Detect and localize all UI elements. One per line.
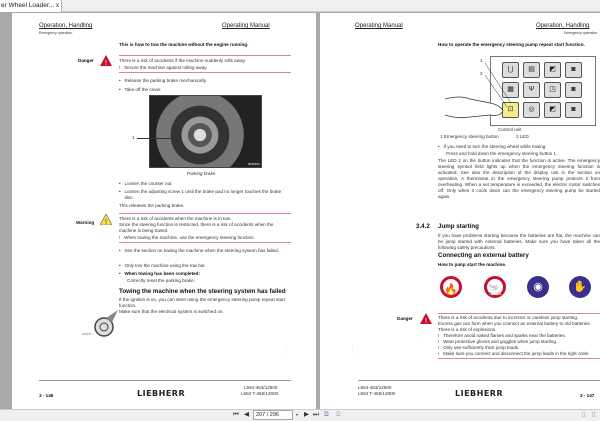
bullet-text: Take off the cover. [124, 87, 162, 92]
model-2: L584 T-465/12800 [241, 391, 279, 396]
bullet-text: Loosen the adjusting screw 1 until the brake pad no longer touches the brake disc. [124, 189, 282, 200]
page-number: 3 - 147 [580, 393, 595, 398]
bullet-text: If you need to turn the steering wheel while towing: [443, 144, 547, 149]
danger-detail: Excess gas can form when you connect an external battery to old batteries. There is a risk of explosions. [438, 321, 591, 332]
page-number: 3 - 146 [39, 393, 54, 398]
control-button: ◩ [544, 102, 561, 118]
releases-text: This releases the parking brake. [119, 203, 185, 208]
control-button: ⋃ [502, 62, 519, 78]
svg-text:!: ! [105, 219, 107, 225]
divider [438, 313, 600, 314]
parking-brake-photo [149, 95, 262, 168]
bullet: • Loosen the counter nut. [119, 181, 173, 186]
bullet-text: Loosen the counter nut. [124, 181, 173, 186]
document-tab[interactable] [0, 0, 62, 12]
footer-rule [39, 380, 291, 381]
bullet-text: See the section on towing the machine when the steering system has failed. [124, 248, 279, 253]
warning-action-text: When towing the machine, use the emergency steering function. [124, 235, 255, 240]
control-button: ▤ [523, 62, 540, 78]
danger-item-text: Only use sufficiently thick jump leads. [443, 345, 520, 350]
bullet: • Release the parking brake mechanically. [119, 78, 207, 83]
last-page-icon[interactable]: ⏭ [313, 411, 319, 418]
single-page-icon[interactable]: ▯ [582, 411, 586, 418]
wear-gloves-icon: ✋ [569, 276, 591, 298]
danger-triangle-icon [100, 55, 112, 66]
divider [119, 213, 291, 214]
danger-item: ! Only use sufficiently thick jump leads. [438, 345, 520, 350]
jump-text: If you have problems starting because the batteries are flat, the machine can be jump started with external batteries. Make sure you have taken all the following safety precautions. [438, 233, 600, 250]
danger-item: ! Make sure you connect and disconnect the jump leads in the right order. [438, 351, 590, 356]
icon-id: kw6074 [82, 332, 92, 336]
danger-item-text: Make sure you connect and disconnect the jump leads in the right order. [443, 351, 590, 356]
bullet: • If you need to turn the steering wheel while towing: [438, 144, 547, 149]
photo-id: 9835306 [248, 162, 260, 166]
press-text: Press and hold down the emergency steering button 1. [446, 151, 558, 156]
viewer-toolbar [0, 409, 600, 421]
section-heading: Towing the machine when the steering system has failed [119, 288, 286, 295]
side-code: ·········· [284, 345, 288, 355]
side-code: ·········· [350, 345, 354, 355]
model-1: L564-463/12800 [358, 385, 392, 390]
bullet: • Loosen the adjusting screw 1 until the brake pad no longer touches the brake disc. [119, 189, 291, 201]
header-right: Operating Manual [222, 23, 270, 29]
figure-caption: Control unit [498, 127, 522, 132]
callout-1: 1 [132, 135, 135, 140]
divider [119, 55, 291, 56]
model-1: L564-463/12800 [244, 385, 278, 390]
intro: How to operate the emergency steering pump repeat start function. [438, 42, 585, 47]
callout-1: 1 [480, 58, 483, 63]
reset-text: Correctly reset the parking brake. [127, 278, 195, 283]
danger-action: ! Secure the machine against rolling away. [119, 65, 208, 70]
no-open-flame-icon: 🔥 [440, 276, 462, 298]
bullet-text: When towing has been completed: [124, 271, 200, 276]
page-left [12, 13, 316, 409]
danger-item-text: Wear protective gloves and goggles when jump starting. [443, 339, 558, 344]
danger-label: Danger [78, 58, 94, 63]
tab-bar [0, 0, 600, 12]
how-text: How to jump start the machine. [438, 262, 507, 267]
liebherr-logo: LIEBHERR [137, 389, 186, 398]
bullet-text: Only tow the machine using the tow bar. [124, 263, 206, 268]
control-button: ◙ [565, 82, 582, 98]
page-number-input[interactable]: 207 / 296 [253, 410, 293, 420]
control-button: ◎ [523, 102, 540, 118]
bullet-text: Release the parking brake mechanically. [124, 78, 207, 83]
warning-label: Warning [76, 220, 95, 225]
emergency-steering-button: ⊡ [502, 102, 519, 118]
no-smoking-icon: 🚬 [484, 276, 506, 298]
model-2: L584 T-465/12800 [358, 391, 396, 396]
callout-2: 2 [480, 71, 483, 76]
callout-line [137, 138, 172, 139]
bullet: • Only tow the machine using the tow bar. [119, 263, 206, 268]
warning-triangle-icon [100, 214, 112, 225]
footer-rule [358, 380, 600, 381]
header-left: Operating Manual [355, 23, 403, 29]
control-unit-buttons [502, 62, 582, 118]
control-button: ▦ [502, 82, 519, 98]
wear-goggles-icon: ◉ [527, 276, 549, 298]
bullet: • When towing has been completed: [119, 271, 200, 276]
divider [438, 358, 600, 359]
bullet: • Take off the cover. [119, 87, 162, 92]
section-number: 3.4.2 [416, 223, 430, 230]
forward-view-icon[interactable]: ⧉ [336, 411, 341, 418]
liebherr-logo: LIEBHERR [455, 389, 504, 398]
divider [119, 72, 291, 73]
legend-2: 2 LED [516, 134, 529, 139]
section-title: Jump starting [438, 223, 479, 230]
svg-text:!: ! [425, 318, 427, 324]
callout-lines [483, 61, 513, 111]
intro: This is how to tow the machine without the engine running. [119, 42, 249, 47]
back-view-icon[interactable]: ⧉ [324, 411, 329, 418]
danger-text: There is a risk of accidents due to incorrect or careless jump starting. [438, 315, 579, 320]
first-page-icon[interactable]: ⏮ [233, 411, 239, 418]
svg-text:!: ! [105, 60, 107, 66]
photo-caption: Parking brake [187, 171, 216, 176]
body-text: The LED 2 on the button indicates that the function is active. The emergency steering symbol field lights up when the emergency steering function is activated. See also the description of the display unit in the section on operation. A thermostat in the emergency steering pump protects it from overheating. When a set temperature is exceeded, the electric motor switches off. Only when it cools down can the emergency steering pump be started again. [438, 158, 600, 199]
tab-title: er Wheel Loader... [1, 2, 55, 9]
danger-item: ! Therefore avoid naked flames and sparks near the batteries. [438, 333, 566, 338]
header-left: Operation, Handling [39, 23, 93, 29]
prev-page-icon[interactable]: ◀ [244, 411, 249, 418]
two-page-icon[interactable]: ▯ [592, 411, 596, 418]
next-page-icon[interactable]: ▶ [304, 411, 309, 418]
section-text-2: Make sure that the electrical system is switched on. [119, 309, 224, 314]
control-button: ◙ [565, 62, 582, 78]
danger-action-text: Secure the machine against rolling away. [124, 65, 208, 70]
danger-item: ! Wear protective gloves and goggles when jump starting. [438, 339, 558, 344]
danger-label: Danger [397, 316, 413, 321]
danger-item-text: Therefore avoid naked flames and sparks near the batteries. [443, 333, 566, 338]
section-text: If the ignition is on, you can steer using the emergency steering pump repeat start function. [119, 297, 285, 308]
bullet: • See the section on towing the machine when the steering system has failed. [119, 248, 279, 253]
control-button: ◳ [544, 82, 561, 98]
warning-text: There is a risk of accidents when the machine is in tow. [119, 216, 232, 221]
danger-triangle-icon [420, 313, 432, 324]
control-button: ◙ [565, 102, 582, 118]
steering-pump-icon [90, 308, 120, 338]
subheader: Emergency operation [39, 31, 73, 35]
warning-detail: Since the steering function is restricted, there is a risk of accidents when the machine is being towed. [119, 222, 274, 233]
page-right [320, 13, 600, 409]
close-tab-icon[interactable]: x [56, 3, 59, 9]
legend-1: 1 Emergency steering button [440, 134, 499, 139]
warning-action: ! When towing the machine, use the emergency steering function. [119, 235, 255, 240]
danger-text: There is a risk of accidents if the machine suddenly rolls away. [119, 58, 246, 63]
subheader: Emergency operation [564, 31, 598, 35]
control-button: ◩ [544, 62, 561, 78]
header-right: Operation, Handling [536, 23, 590, 29]
control-button: Ψ [523, 82, 540, 98]
divider [119, 242, 291, 243]
sub-heading: Connecting an external battery [438, 252, 529, 259]
page-dropdown-icon[interactable]: ▾ [296, 412, 299, 417]
